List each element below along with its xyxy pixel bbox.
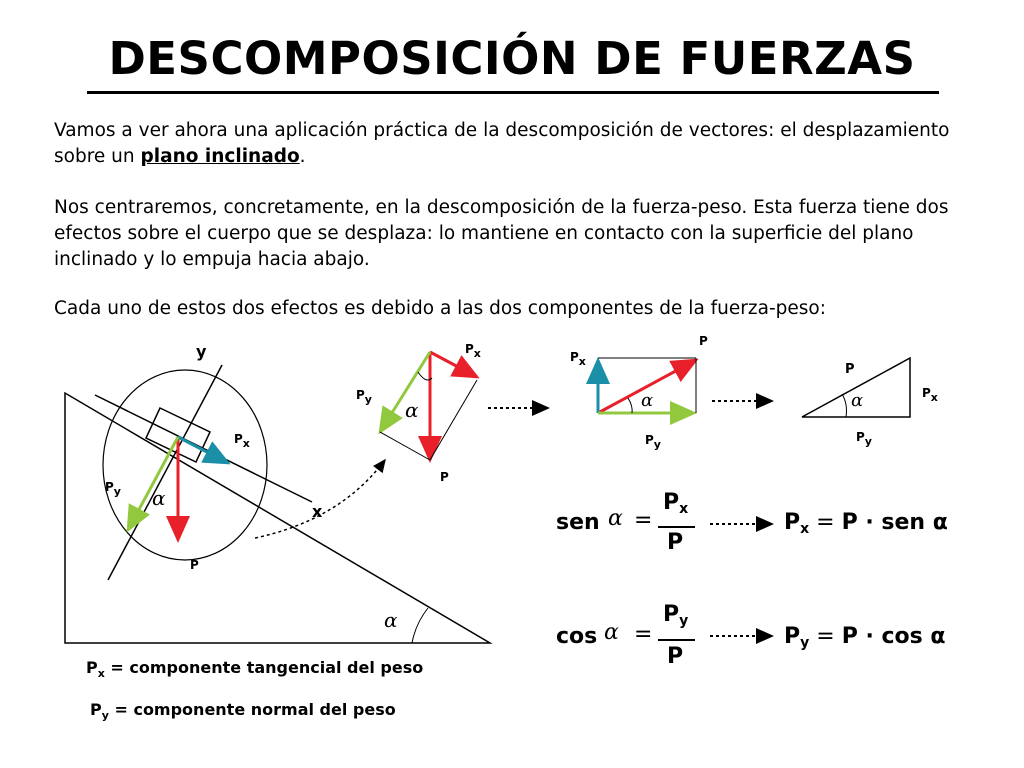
legend-py: $P_y$ = componente normal del peso [90, 700, 396, 722]
p-label-zoom: P [440, 470, 449, 484]
py-label-small: Py [856, 430, 872, 448]
y-axis-line [108, 365, 222, 580]
cos-denominator: P [667, 644, 684, 669]
py-result: $P_y = P \cdot \cos \alpha$ [784, 624, 946, 651]
y-axis-label: y [196, 342, 207, 361]
px-label-rect: Px [570, 350, 586, 368]
sen-alpha: α [608, 506, 623, 531]
px-label-small: Px [922, 386, 938, 404]
py-arrow [128, 437, 178, 530]
cos-label: cos [556, 624, 598, 649]
zoom-triangle [380, 352, 477, 460]
legend-px: $P_x$ = componente tangencial del peso [86, 658, 424, 680]
alpha-plane: α [384, 608, 398, 632]
p1-text-a: Vamos a ver ahora una aplicación práctica de la descomposición de vectores: el desplazamiento sobre un [54, 120, 950, 167]
cos-alpha: α [604, 620, 619, 645]
p-label-small: P [845, 362, 855, 377]
px-label-zoom: Px [465, 342, 481, 360]
p1-text-b: . [299, 146, 306, 167]
sen-label: sen [556, 510, 600, 535]
px-result: $P_x = P$ · sen α [784, 510, 948, 537]
px-arrow [178, 437, 228, 463]
x-axis-line [95, 395, 312, 502]
page-title: DESCOMPOSICIÓN DE FUERZAS [108, 32, 916, 85]
p-label-rect: P [699, 334, 708, 348]
plano-inclinado-link[interactable]: plano inclinado [140, 146, 300, 167]
alpha-zoom: α [405, 398, 419, 422]
sen-numerator: $P_x$ [663, 490, 689, 517]
inclined-plane [65, 393, 490, 643]
zoom-arrow [255, 460, 385, 538]
py-label-block: Py [105, 480, 121, 498]
py-label-rect: Py [645, 433, 661, 451]
x-axis-label: x [312, 502, 323, 521]
sen-denominator: P [667, 530, 684, 555]
cos-equals: = [634, 622, 653, 647]
p-label-block: P [190, 558, 199, 572]
cos-numerator: $P_y$ [663, 602, 689, 629]
sen-equals: = [634, 508, 653, 533]
second-paragraph: Nos centraremos, concretamente, en la descomposición de la fuerza-peso. Esta fuerza tiene dos efectos sobre el cuerpo que se desplaza: lo mantiene en contacto con la superficie del plano inclinado y lo empuja hacia abajo. [54, 197, 949, 270]
alpha-small: α [851, 390, 864, 411]
py-label-zoom: Py [356, 388, 372, 406]
third-paragraph: Cada uno de estos dos efectos es debido a las dos componentes de la fuerza-peso: [54, 298, 826, 319]
alpha-rect: α [641, 390, 654, 411]
px-label-block: Px [234, 432, 250, 450]
alpha-block: α [152, 486, 166, 510]
zoom-circle [103, 370, 267, 560]
